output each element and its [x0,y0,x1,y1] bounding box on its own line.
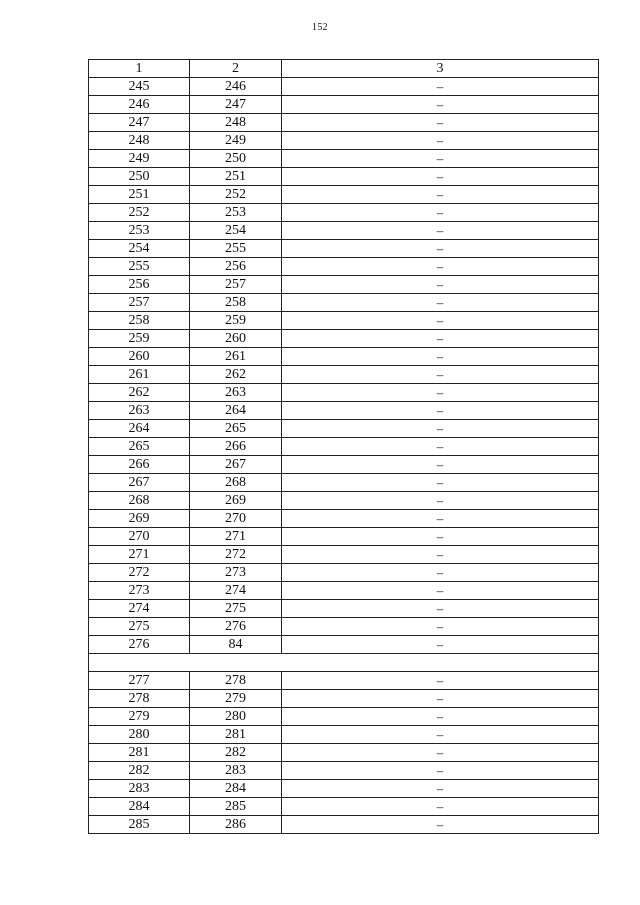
page-number: 152 [312,22,328,33]
table-row [89,762,599,780]
table-cell-col-3: – [282,636,599,654]
table-cell-col-2: 271 [190,528,282,546]
table-row [89,744,599,762]
table-cell-col-3: – [282,186,599,204]
table-row [89,168,599,186]
table-cell-col-3: – [282,762,599,780]
table-cell-col-2: 253 [190,204,282,222]
table-cell-col-3: – [282,348,599,366]
table-row [89,204,599,222]
table-cell-col-2: 257 [190,276,282,294]
table-row [89,150,599,168]
table-cell-col-2: 260 [190,330,282,348]
table-row [89,330,599,348]
table-cell-col-3: – [282,780,599,798]
table-cell-col-1: 256 [89,276,190,294]
table-cell-col-3: – [282,150,599,168]
table-cell-col-3: – [282,474,599,492]
table-cell-col-3: – [282,420,599,438]
table-cell-col-1: 274 [89,600,190,618]
table-cell-col-1: 279 [89,708,190,726]
table-gap-row [89,654,599,672]
table-cell-col-3: – [282,312,599,330]
table-cell-col-2: 263 [190,384,282,402]
table-cell-col-1: 247 [89,114,190,132]
table-cell-col-3: – [282,258,599,276]
table-cell-col-3: – [282,276,599,294]
table-cell-col-3: – [282,600,599,618]
table-cell-col-3: – [282,582,599,600]
table-row [89,510,599,528]
table-row [89,636,599,654]
table-cell-col-2: 261 [190,348,282,366]
table-row [89,132,599,150]
table-cell-col-2: 278 [190,672,282,690]
table-cell-col-1: 250 [89,168,190,186]
table-cell-col-2: 251 [190,168,282,186]
table-cell-col-3: – [282,294,599,312]
table-cell-col-2: 274 [190,582,282,600]
table-cell-col-1: 254 [89,240,190,258]
table-cell-col-1: 266 [89,456,190,474]
table-cell-col-1: 277 [89,672,190,690]
table-cell-col-2: 269 [190,492,282,510]
header-cell-1: 1 [89,60,190,78]
table-cell-col-1: 253 [89,222,190,240]
table-cell-col-1: 278 [89,690,190,708]
table-cell-col-2: 283 [190,762,282,780]
table-cell-col-3: – [282,816,599,834]
table-cell-col-3: – [282,798,599,816]
table-cell-col-3: – [282,330,599,348]
gap-cell [89,654,599,672]
table-cell-col-2: 284 [190,780,282,798]
table-row [89,258,599,276]
table-row [89,726,599,744]
table-cell-col-3: – [282,114,599,132]
table-cell-col-1: 284 [89,798,190,816]
table-row [89,816,599,834]
table-cell-col-1: 265 [89,438,190,456]
table-row [89,474,599,492]
table-cell-col-1: 275 [89,618,190,636]
table-cell-col-3: – [282,384,599,402]
table-cell-col-1: 245 [89,78,190,96]
table-cell-col-3: – [282,618,599,636]
table-cell-col-3: – [282,546,599,564]
table-cell-col-1: 251 [89,186,190,204]
table-row [89,186,599,204]
table-cell-col-2: 282 [190,744,282,762]
table-cell-col-3: – [282,708,599,726]
table-cell-col-1: 273 [89,582,190,600]
table-cell-col-1: 269 [89,510,190,528]
header-cell-3: 3 [282,60,599,78]
table-cell-col-1: 258 [89,312,190,330]
table-header-row [89,60,599,78]
table-cell-col-2: 285 [190,798,282,816]
table-cell-col-3: – [282,96,599,114]
table-cell-col-2: 258 [190,294,282,312]
table-cell-col-1: 283 [89,780,190,798]
table-row [89,564,599,582]
table-row [89,384,599,402]
table-row [89,78,599,96]
table-cell-col-3: – [282,204,599,222]
table-cell-col-3: – [282,510,599,528]
table-cell-col-2: 275 [190,600,282,618]
table-cell-col-1: 271 [89,546,190,564]
table-row [89,780,599,798]
table-cell-col-3: – [282,78,599,96]
table-cell-col-3: – [282,402,599,420]
table-cell-col-2: 265 [190,420,282,438]
table-cell-col-2: 246 [190,78,282,96]
table-cell-col-1: 264 [89,420,190,438]
table-row [89,114,599,132]
table-cell-col-1: 255 [89,258,190,276]
table-cell-col-2: 250 [190,150,282,168]
table-cell-col-1: 270 [89,528,190,546]
table-cell-col-2: 267 [190,456,282,474]
table-cell-col-2: 256 [190,258,282,276]
table-cell-col-1: 257 [89,294,190,312]
table-cell-col-2: 254 [190,222,282,240]
table-cell-col-3: – [282,690,599,708]
table-row [89,456,599,474]
table-cell-col-3: – [282,744,599,762]
table-row [89,582,599,600]
table-row [89,798,599,816]
table-cell-col-1: 261 [89,366,190,384]
table-cell-col-1: 249 [89,150,190,168]
table-row [89,420,599,438]
table-cell-col-1: 246 [89,96,190,114]
table-row [89,672,599,690]
table-row [89,402,599,420]
table-cell-col-2: 270 [190,510,282,528]
table-cell-col-1: 262 [89,384,190,402]
table-row [89,600,599,618]
table-cell-col-2: 247 [190,96,282,114]
table-row [89,96,599,114]
table-row [89,438,599,456]
table-cell-col-1: 248 [89,132,190,150]
table-cell-col-1: 282 [89,762,190,780]
table-cell-col-2: 248 [190,114,282,132]
table-row [89,348,599,366]
table-cell-col-3: – [282,528,599,546]
table-cell-col-2: 84 [190,636,282,654]
table-row [89,690,599,708]
table-cell-col-1: 268 [89,492,190,510]
table-cell-col-1: 272 [89,564,190,582]
table-cell-col-2: 262 [190,366,282,384]
table-row [89,618,599,636]
table-cell-col-3: – [282,132,599,150]
table-cell-col-3: – [282,672,599,690]
table-cell-col-1: 260 [89,348,190,366]
header-cell-2: 2 [190,60,282,78]
table-cell-col-2: 266 [190,438,282,456]
table-cell-col-2: 279 [190,690,282,708]
table-cell-col-2: 252 [190,186,282,204]
table-row [89,312,599,330]
table-cell-col-3: – [282,168,599,186]
table-cell-col-3: – [282,438,599,456]
table-row [89,366,599,384]
table-cell-col-1: 280 [89,726,190,744]
table-cell-col-1: 285 [89,816,190,834]
table-cell-col-1: 259 [89,330,190,348]
table-cell-col-2: 273 [190,564,282,582]
table-cell-col-2: 281 [190,726,282,744]
table-row [89,222,599,240]
table-row [89,276,599,294]
table-cell-col-1: 281 [89,744,190,762]
table-row [89,528,599,546]
table-cell-col-2: 272 [190,546,282,564]
table-cell-col-3: – [282,456,599,474]
table-cell-col-3: – [282,726,599,744]
table-row [89,546,599,564]
table-cell-col-2: 249 [190,132,282,150]
table-cell-col-2: 268 [190,474,282,492]
table-row [89,240,599,258]
table-body [89,60,599,834]
table-row [89,294,599,312]
table-row [89,708,599,726]
table-cell-col-1: 267 [89,474,190,492]
table-cell-col-1: 263 [89,402,190,420]
table-cell-col-3: – [282,564,599,582]
table-cell-col-3: – [282,240,599,258]
table-cell-col-3: – [282,222,599,240]
table-cell-col-1: 276 [89,636,190,654]
table-cell-col-3: – [282,366,599,384]
table-cell-col-2: 255 [190,240,282,258]
table-cell-col-3: – [282,492,599,510]
table-cell-col-2: 286 [190,816,282,834]
table-cell-col-2: 276 [190,618,282,636]
table-cell-col-2: 259 [190,312,282,330]
table-cell-col-2: 264 [190,402,282,420]
table-row [89,492,599,510]
table-cell-col-1: 252 [89,204,190,222]
data-table [88,59,599,834]
table-cell-col-2: 280 [190,708,282,726]
